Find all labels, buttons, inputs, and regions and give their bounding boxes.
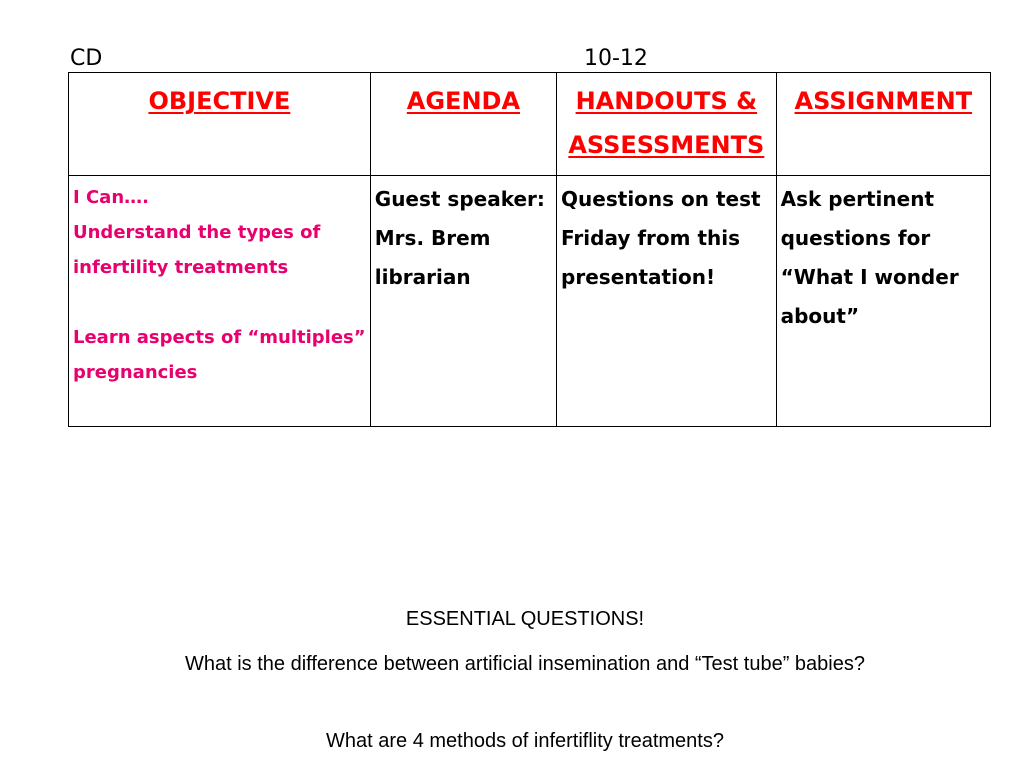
- objective-line-1: I Can….: [73, 187, 149, 208]
- table-row: [69, 176, 991, 427]
- objective-line-2: Understand the types of infertility treatments: [73, 222, 321, 278]
- date-code-label: 10-12: [584, 46, 648, 71]
- objective-spacer: [73, 285, 366, 320]
- table-header-row: [69, 73, 991, 176]
- agenda-cell: Guest speaker: Mrs. Brem librarian: [370, 176, 556, 427]
- course-label: CD: [70, 46, 103, 71]
- column-header-handouts: HANDOUTS & ASSESSMENTS: [557, 73, 777, 176]
- objective-cell: [69, 176, 371, 427]
- essential-question-1: What is the difference between artificial insemination and “Test tube” babies?: [184, 653, 865, 675]
- lesson-plan-table: [68, 72, 991, 427]
- column-header-objective: OBJECTIVE: [69, 73, 371, 176]
- column-header-assignment: ASSIGNMENT: [776, 73, 990, 176]
- essential-questions-title: ESSENTIAL QUESTIONS!: [405, 608, 645, 630]
- essential-question-2: What are 4 methods of infertiflity treatments?: [326, 730, 724, 752]
- handouts-cell: Questions on test Friday from this presentation!: [557, 176, 777, 427]
- assignment-cell: Ask pertinent questions for “What I wonder about”: [776, 176, 990, 427]
- objective-line-3: Learn aspects of “multiples” pregnancies: [73, 327, 366, 383]
- column-header-agenda: AGENDA: [370, 73, 556, 176]
